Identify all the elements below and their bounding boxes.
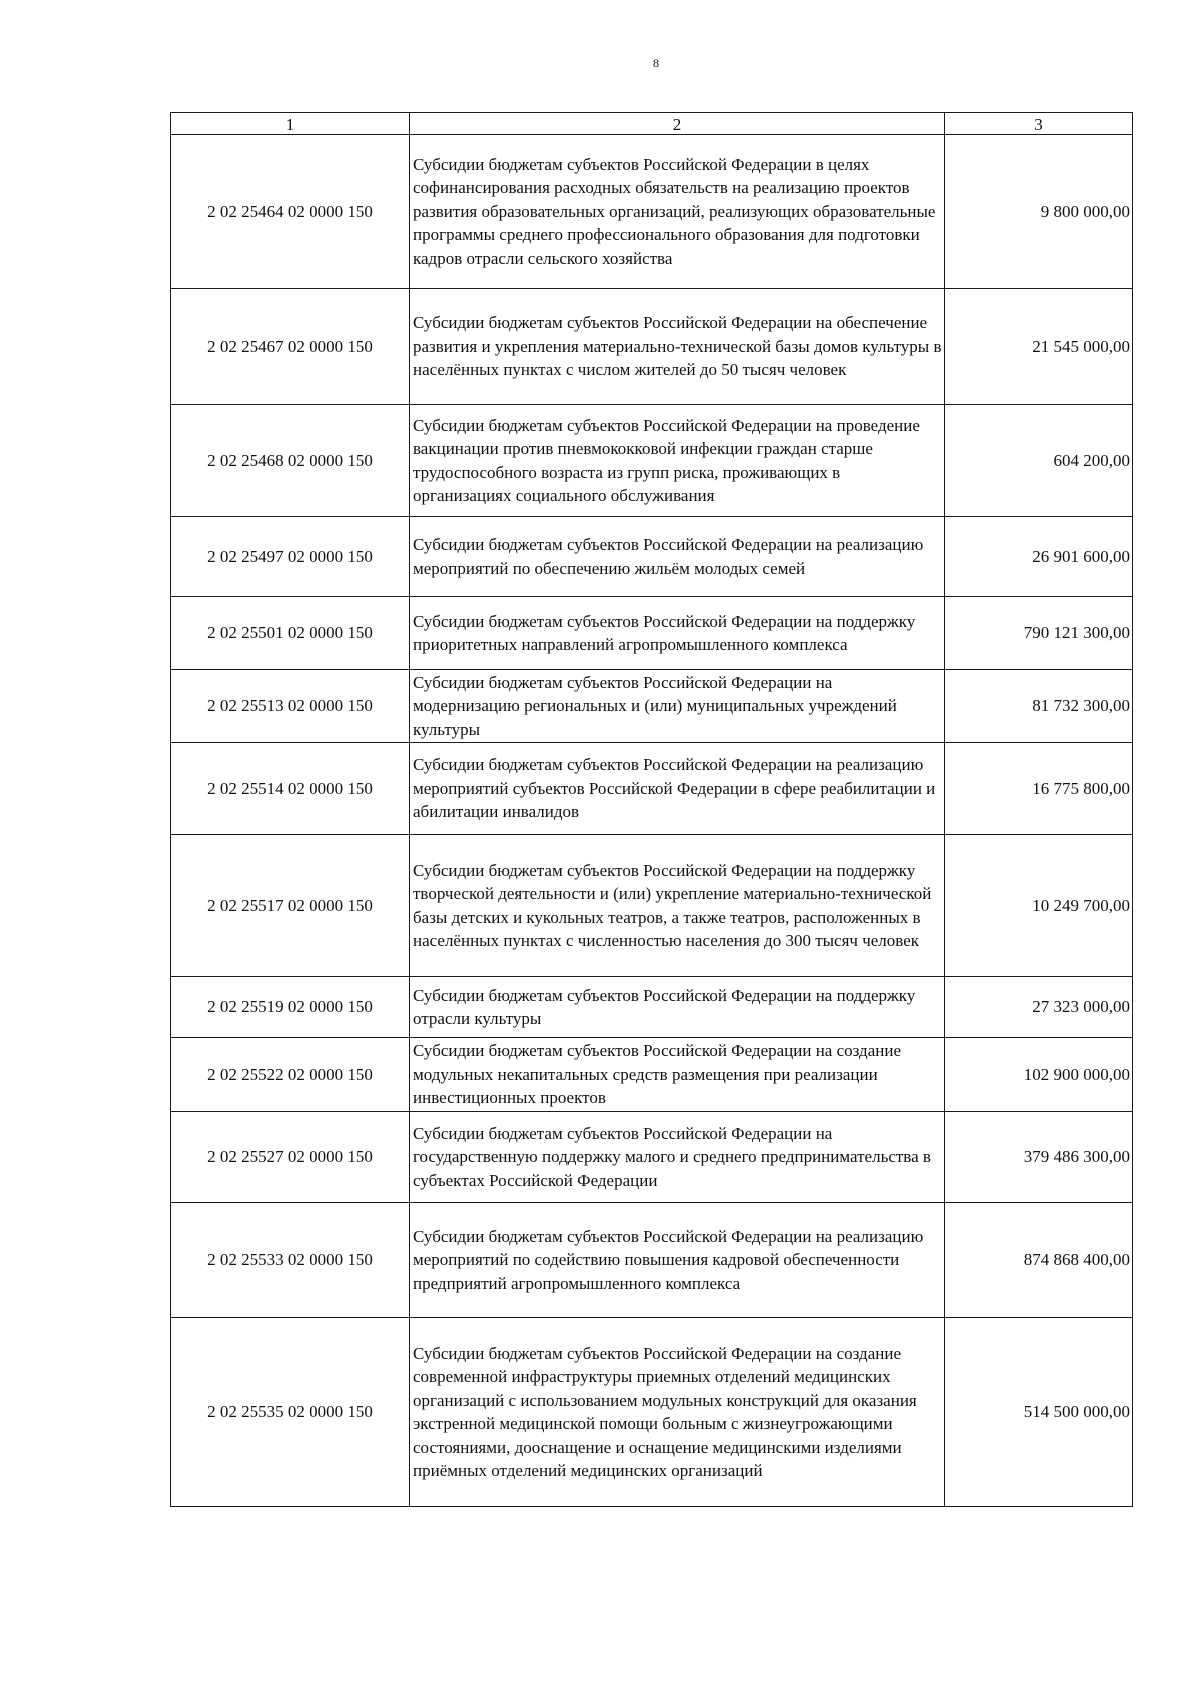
budget-amount: 514 500 000,00	[945, 1318, 1133, 1507]
budget-amount: 9 800 000,00	[945, 135, 1133, 289]
budget-code: 2 02 25527 02 0000 150	[171, 1112, 410, 1203]
budget-description: Субсидии бюджетам субъектов Российской Федерации на модернизацию региональных и (или) муниципальных учреждений культуры	[410, 670, 945, 743]
table-row	[171, 670, 1133, 743]
budget-amount: 874 868 400,00	[945, 1203, 1133, 1318]
table-row	[171, 1203, 1133, 1318]
table-row	[171, 1112, 1133, 1203]
budget-amount: 81 732 300,00	[945, 670, 1133, 743]
budget-amount: 10 249 700,00	[945, 835, 1133, 977]
budget-amount: 102 900 000,00	[945, 1038, 1133, 1112]
table-row	[171, 743, 1133, 835]
budget-description: Субсидии бюджетам субъектов Российской Федерации на создание модульных некапитальных средств размещения при реализации инвестиционных проектов	[410, 1038, 945, 1112]
budget-description: Субсидии бюджетам субъектов Российской Федерации на государственную поддержку малого и среднего предпринимательства в субъектах Российской Федерации	[410, 1112, 945, 1203]
budget-table	[170, 112, 1133, 1507]
budget-description: Субсидии бюджетам субъектов Российской Федерации на поддержку творческой деятельности и (или) укрепление материально-технической базы детских и кукольных театров, а также театров, расположенных в населённых пунктах с численностью населения до 300 тысяч человек	[410, 835, 945, 977]
budget-amount: 21 545 000,00	[945, 289, 1133, 405]
budget-description: Субсидии бюджетам субъектов Российской Федерации на поддержку отрасли культуры	[410, 977, 945, 1038]
table-row	[171, 977, 1133, 1038]
budget-code: 2 02 25497 02 0000 150	[171, 517, 410, 597]
budget-amount: 604 200,00	[945, 405, 1133, 517]
budget-code: 2 02 25533 02 0000 150	[171, 1203, 410, 1318]
budget-description: Субсидии бюджетам субъектов Российской Федерации на поддержку приоритетных направлений агропромышленного комплекса	[410, 597, 945, 670]
budget-code: 2 02 25468 02 0000 150	[171, 405, 410, 517]
budget-code: 2 02 25467 02 0000 150	[171, 289, 410, 405]
budget-code: 2 02 25522 02 0000 150	[171, 1038, 410, 1112]
table-row	[171, 289, 1133, 405]
table-row	[171, 517, 1133, 597]
budget-amount: 26 901 600,00	[945, 517, 1133, 597]
page-number: 8	[653, 56, 659, 70]
table-row	[171, 135, 1133, 289]
budget-code: 2 02 25517 02 0000 150	[171, 835, 410, 977]
header-row	[171, 113, 1133, 135]
table-row	[171, 835, 1133, 977]
table-row	[171, 597, 1133, 670]
header-column-2: 2	[410, 113, 945, 135]
budget-code: 2 02 25501 02 0000 150	[171, 597, 410, 670]
budget-description: Субсидии бюджетам субъектов Российской Федерации в целях софинансирования расходных обязательств на реализацию проектов развития образовательных организаций, реализующих образовательные программы среднего профессионального образования для подготовки кадров отрасли сельского хозяйства	[410, 135, 945, 289]
header-column-3: 3	[945, 113, 1133, 135]
table-row	[171, 405, 1133, 517]
budget-amount: 379 486 300,00	[945, 1112, 1133, 1203]
budget-description: Субсидии бюджетам субъектов Российской Федерации на создание современной инфраструктуры приемных отделений медицинских организаций с использованием модульных конструкций для оказания экстренной медицинской помощи больным с жизнеугрожающими состояниями, дооснащение и оснащение медицинскими изделиями приёмных отделений медицинских организаций	[410, 1318, 945, 1507]
budget-description: Субсидии бюджетам субъектов Российской Федерации на реализацию мероприятий субъектов Российской Федерации в сфере реабилитации и абилитации инвалидов	[410, 743, 945, 835]
budget-code: 2 02 25513 02 0000 150	[171, 670, 410, 743]
table-row	[171, 1318, 1133, 1507]
header-column-1: 1	[171, 113, 410, 135]
budget-description: Субсидии бюджетам субъектов Российской Федерации на обеспечение развития и укрепления материально-технической базы домов культуры в населённых пунктах с числом жителей до 50 тысяч человек	[410, 289, 945, 405]
budget-amount: 16 775 800,00	[945, 743, 1133, 835]
budget-amount: 27 323 000,00	[945, 977, 1133, 1038]
budget-code: 2 02 25464 02 0000 150	[171, 135, 410, 289]
budget-code: 2 02 25514 02 0000 150	[171, 743, 410, 835]
table-row	[171, 1038, 1133, 1112]
budget-description: Субсидии бюджетам субъектов Российской Федерации на реализацию мероприятий по содействию повышения кадровой обеспеченности предприятий агропромышленного комплекса	[410, 1203, 945, 1318]
budget-description: Субсидии бюджетам субъектов Российской Федерации на проведение вакцинации против пневмококковой инфекции граждан старше трудоспособного возраста из групп риска, проживающих в организациях социального обслуживания	[410, 405, 945, 517]
budget-amount: 790 121 300,00	[945, 597, 1133, 670]
budget-description: Субсидии бюджетам субъектов Российской Федерации на реализацию мероприятий по обеспечению жильём молодых семей	[410, 517, 945, 597]
budget-code: 2 02 25519 02 0000 150	[171, 977, 410, 1038]
budget-code: 2 02 25535 02 0000 150	[171, 1318, 410, 1507]
